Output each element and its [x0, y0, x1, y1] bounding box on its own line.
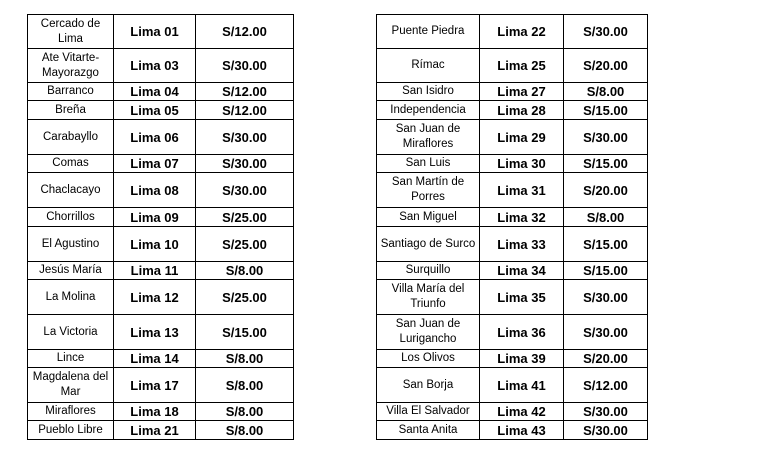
zone-code: Lima 14: [114, 350, 196, 368]
delivery-price: S/25.00: [196, 280, 294, 315]
table-row: [28, 403, 294, 421]
delivery-price: S/12.00: [196, 83, 294, 101]
district-name: San Martín de Porres: [377, 173, 480, 208]
district-name: Los Olivos: [377, 350, 480, 368]
district-name: San Juan de Lurigancho: [377, 315, 480, 350]
district-name: Independencia: [377, 101, 480, 120]
delivery-price: S/20.00: [564, 173, 648, 208]
district-name: San Miguel: [377, 208, 480, 227]
district-name: La Victoria: [28, 315, 114, 350]
delivery-price: S/15.00: [564, 262, 648, 280]
delivery-price: S/12.00: [196, 15, 294, 49]
district-name: Ate Vitarte-Mayorazgo: [28, 49, 114, 83]
district-name: Chorrillos: [28, 208, 114, 227]
zone-code: Lima 01: [114, 15, 196, 49]
zone-code: Lima 39: [480, 350, 564, 368]
table-row: [28, 208, 294, 227]
zone-code: Lima 25: [480, 49, 564, 83]
zone-code: Lima 18: [114, 403, 196, 421]
table-row: [377, 101, 648, 120]
delivery-price: S/15.00: [196, 315, 294, 350]
delivery-price: S/30.00: [196, 49, 294, 83]
table-row: [28, 49, 294, 83]
district-name: Carabayllo: [28, 120, 114, 155]
district-name: Barranco: [28, 83, 114, 101]
delivery-price: S/30.00: [564, 315, 648, 350]
zone-code: Lima 33: [480, 227, 564, 262]
delivery-price: S/12.00: [564, 368, 648, 403]
zone-code: Lima 32: [480, 208, 564, 227]
table-row: [377, 315, 648, 350]
table-row: [377, 155, 648, 173]
delivery-price: S/15.00: [564, 101, 648, 120]
table-row: [28, 421, 294, 440]
delivery-price: S/30.00: [196, 155, 294, 173]
table-row: [28, 315, 294, 350]
zone-code: Lima 21: [114, 421, 196, 440]
district-name: Jesús María: [28, 262, 114, 280]
zone-code: Lima 03: [114, 49, 196, 83]
district-name: Lince: [28, 350, 114, 368]
district-name: Surquillo: [377, 262, 480, 280]
district-name: Cercado de Lima: [28, 15, 114, 49]
table-row: [28, 227, 294, 262]
district-name: Miraflores: [28, 403, 114, 421]
table-row: [377, 49, 648, 83]
delivery-price: S/30.00: [564, 403, 648, 421]
table-row: [28, 350, 294, 368]
zone-code: Lima 12: [114, 280, 196, 315]
table-row: [28, 155, 294, 173]
table-row: [377, 227, 648, 262]
district-name: Chaclacayo: [28, 173, 114, 208]
table-row: [377, 173, 648, 208]
delivery-price: S/25.00: [196, 227, 294, 262]
table-row: [377, 120, 648, 155]
table-row: [28, 368, 294, 403]
table-row: [377, 15, 648, 49]
zone-code: Lima 08: [114, 173, 196, 208]
delivery-price: S/30.00: [564, 280, 648, 315]
table-row: [377, 262, 648, 280]
zone-code: Lima 07: [114, 155, 196, 173]
table-row: [28, 83, 294, 101]
table-row: [28, 262, 294, 280]
table-row: [28, 173, 294, 208]
zone-code: Lima 05: [114, 101, 196, 120]
delivery-price: S/30.00: [564, 120, 648, 155]
delivery-price: S/8.00: [196, 421, 294, 440]
district-name: La Molina: [28, 280, 114, 315]
zone-code: Lima 28: [480, 101, 564, 120]
delivery-price: S/8.00: [196, 368, 294, 403]
delivery-price: S/8.00: [196, 262, 294, 280]
table-row: [377, 403, 648, 421]
district-name: Villa El Salvador: [377, 403, 480, 421]
zone-code: Lima 36: [480, 315, 564, 350]
table-row: [377, 83, 648, 101]
zone-code: Lima 31: [480, 173, 564, 208]
zone-code: Lima 34: [480, 262, 564, 280]
delivery-rates-table-left: [27, 14, 294, 440]
district-name: Rímac: [377, 49, 480, 83]
district-name: El Agustino: [28, 227, 114, 262]
zone-code: Lima 43: [480, 421, 564, 440]
district-name: Santiago de Surco: [377, 227, 480, 262]
delivery-price: S/30.00: [196, 120, 294, 155]
zone-code: Lima 17: [114, 368, 196, 403]
zone-code: Lima 04: [114, 83, 196, 101]
delivery-rates-table-right: [376, 14, 648, 440]
zone-code: Lima 29: [480, 120, 564, 155]
district-name: San Luis: [377, 155, 480, 173]
district-name: Magdalena del Mar: [28, 368, 114, 403]
table-row: [377, 350, 648, 368]
delivery-price: S/15.00: [564, 227, 648, 262]
table-row: [28, 15, 294, 49]
table-row: [28, 280, 294, 315]
zone-code: Lima 22: [480, 15, 564, 49]
zone-code: Lima 42: [480, 403, 564, 421]
delivery-price: S/30.00: [564, 421, 648, 440]
delivery-price: S/8.00: [196, 350, 294, 368]
delivery-price: S/12.00: [196, 101, 294, 120]
table-row: [28, 120, 294, 155]
district-name: San Isidro: [377, 83, 480, 101]
table-row: [28, 101, 294, 120]
delivery-price: S/20.00: [564, 350, 648, 368]
district-name: Comas: [28, 155, 114, 173]
zone-code: Lima 06: [114, 120, 196, 155]
table-row: [377, 280, 648, 315]
zone-code: Lima 11: [114, 262, 196, 280]
delivery-price: S/30.00: [196, 173, 294, 208]
delivery-price: S/25.00: [196, 208, 294, 227]
delivery-price: S/15.00: [564, 155, 648, 173]
delivery-price: S/8.00: [196, 403, 294, 421]
district-name: San Borja: [377, 368, 480, 403]
zone-code: Lima 27: [480, 83, 564, 101]
district-name: Breña: [28, 101, 114, 120]
zone-code: Lima 13: [114, 315, 196, 350]
zone-code: Lima 35: [480, 280, 564, 315]
district-name: Villa María del Triunfo: [377, 280, 480, 315]
district-name: San Juan de Miraflores: [377, 120, 480, 155]
zone-code: Lima 09: [114, 208, 196, 227]
zone-code: Lima 10: [114, 227, 196, 262]
district-name: Pueblo Libre: [28, 421, 114, 440]
table-row: [377, 368, 648, 403]
district-name: Puente Piedra: [377, 15, 480, 49]
delivery-price: S/30.00: [564, 15, 648, 49]
zone-code: Lima 41: [480, 368, 564, 403]
delivery-price: S/8.00: [564, 83, 648, 101]
table-row: [377, 421, 648, 440]
zone-code: Lima 30: [480, 155, 564, 173]
delivery-price: S/8.00: [564, 208, 648, 227]
district-name: Santa Anita: [377, 421, 480, 440]
table-row: [377, 208, 648, 227]
delivery-price: S/20.00: [564, 49, 648, 83]
